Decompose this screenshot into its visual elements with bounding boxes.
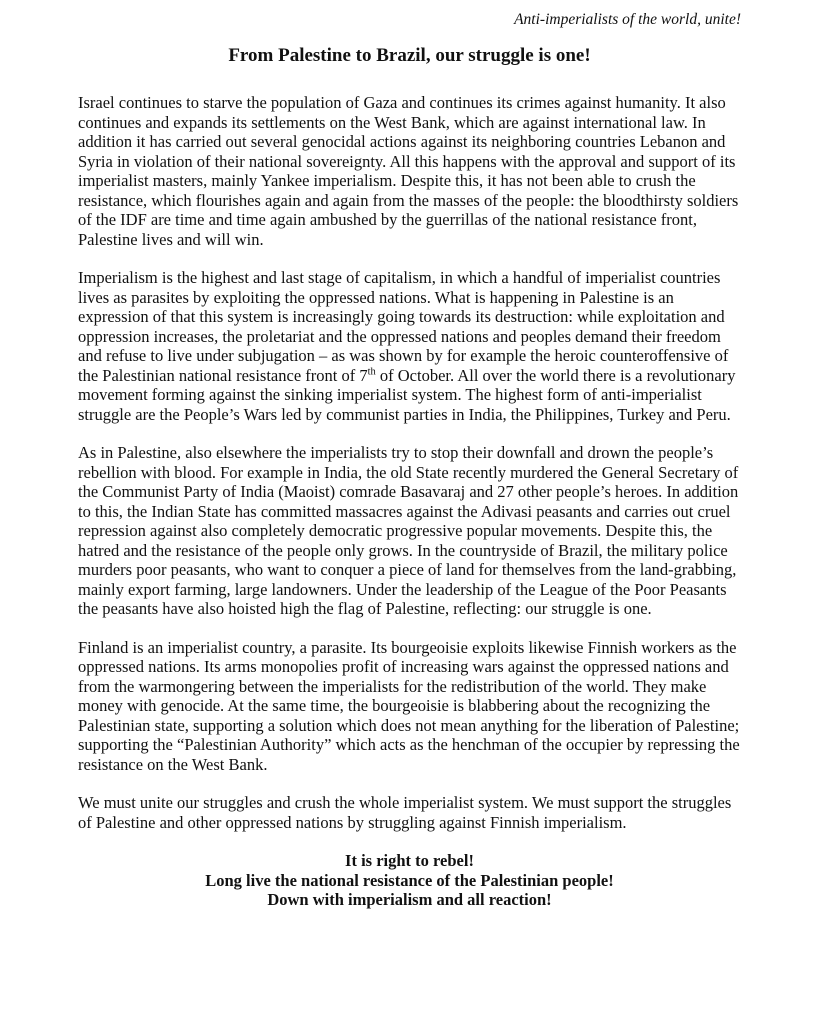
- paragraph-finland: Finland is an imperialist country, a parasite. Its bourgeoisie exploits likewise Finnish workers as the oppressed nations. Its arms monopolies profit of increasing wars against the oppressed nations and from the warmongering between the imperialists for the redistribution of the world. They make money with genocide. At the same time, the bourgeoisie is blabbering about the recognizing the Palestinian state, supporting a solution which does not mean anything for the liberation of Palestine; supporting the “Palestinian Authority” which acts as the henchman of the occupier by repressing the resistance on the West Bank.: [78, 637, 740, 774]
- closing-slogans: [78, 851, 741, 910]
- paragraph-india-brazil: As in Palestine, also elsewhere the imperialists try to stop their downfall and drown the people’s rebellion with blood. For example in India, the old State recently murdered the General Secretary of the Communist Party of India (Maoist) comrade Basavaraj and 27 other people’s heroes. In addition to this, the Indian State has committed massacres against the Adivasi peasants and carries out cruel repression against also completely democratic progressive popular movements. Despite this, the hatred and the resistance of the people only grows. In the countryside of Brazil, the military police murders poor peasants, who want to conquer a piece of land for themselves from the land-grabbing, mainly export farming, large landowners. Under the leadership of the League of the Poor Peasants the peasants have also hoisted high the flag of Palestine, reflecting: our struggle is one.: [78, 443, 739, 618]
- paragraph-unite-struggles: We must unite our struggles and crush the whole imperialist system. We must support the struggles of Palestine and other oppressed nations by struggling against Finnish imperialism.: [78, 793, 732, 832]
- slogan-line: Long live the national resistance of the Palestinian people!: [205, 870, 614, 890]
- ordinal-superscript: th: [367, 366, 376, 377]
- page-title: From Palestine to Brazil, our struggle is one!: [228, 44, 591, 66]
- paragraph-israel-gaza: Israel continues to starve the population of Gaza and continues its crimes against humanity. It also continues and expands its settlements on the West Bank, which are against international law. In addition it has carried out several genocidal actions against its neighboring countries Lebanon and Syria in violation of their national sovereignty. All this happens with the approval and support of its imperialist masters, mainly Yankee imperialism. Despite this, it has not been able to crush the resistance, which flourishes again and again from the masses of the people: the bloodthirsty soldiers of the IDF are time and time again ambushed by the guerrillas of the national resistance front, Palestine lives and will win.: [78, 93, 739, 249]
- slogan-line: It is right to rebel!: [345, 851, 474, 870]
- paragraph-text: of October. All over the world there is a revolutionary movement forming against the sinking imperialist system. The highest form of anti-imperialist struggle are the People’s Wars led by communist parties in India, the Philippines, Turkey and Peru.: [78, 365, 736, 424]
- slogan-line: Down with imperialism and all reaction!: [267, 890, 552, 909]
- paragraph-text: Imperialism is the highest and last stage of capitalism, in which a handful of imperialist countries lives as parasites by exploiting the oppressed nations. What is happening in Palestine is an expression of that this system is increasingly going towards its destruction: while exploitation and oppression increases, the proletariat and the oppressed nations and peoples demand their freedom and refuse to live under subjugation – as was shown by for example the heroic counteroffensive of the Palestinian national resistance front of 7: [78, 268, 729, 385]
- document-body: [78, 93, 741, 832]
- document-motto: Anti-imperialists of the world, unite!: [514, 11, 741, 28]
- paragraph-imperialism: [78, 268, 741, 424]
